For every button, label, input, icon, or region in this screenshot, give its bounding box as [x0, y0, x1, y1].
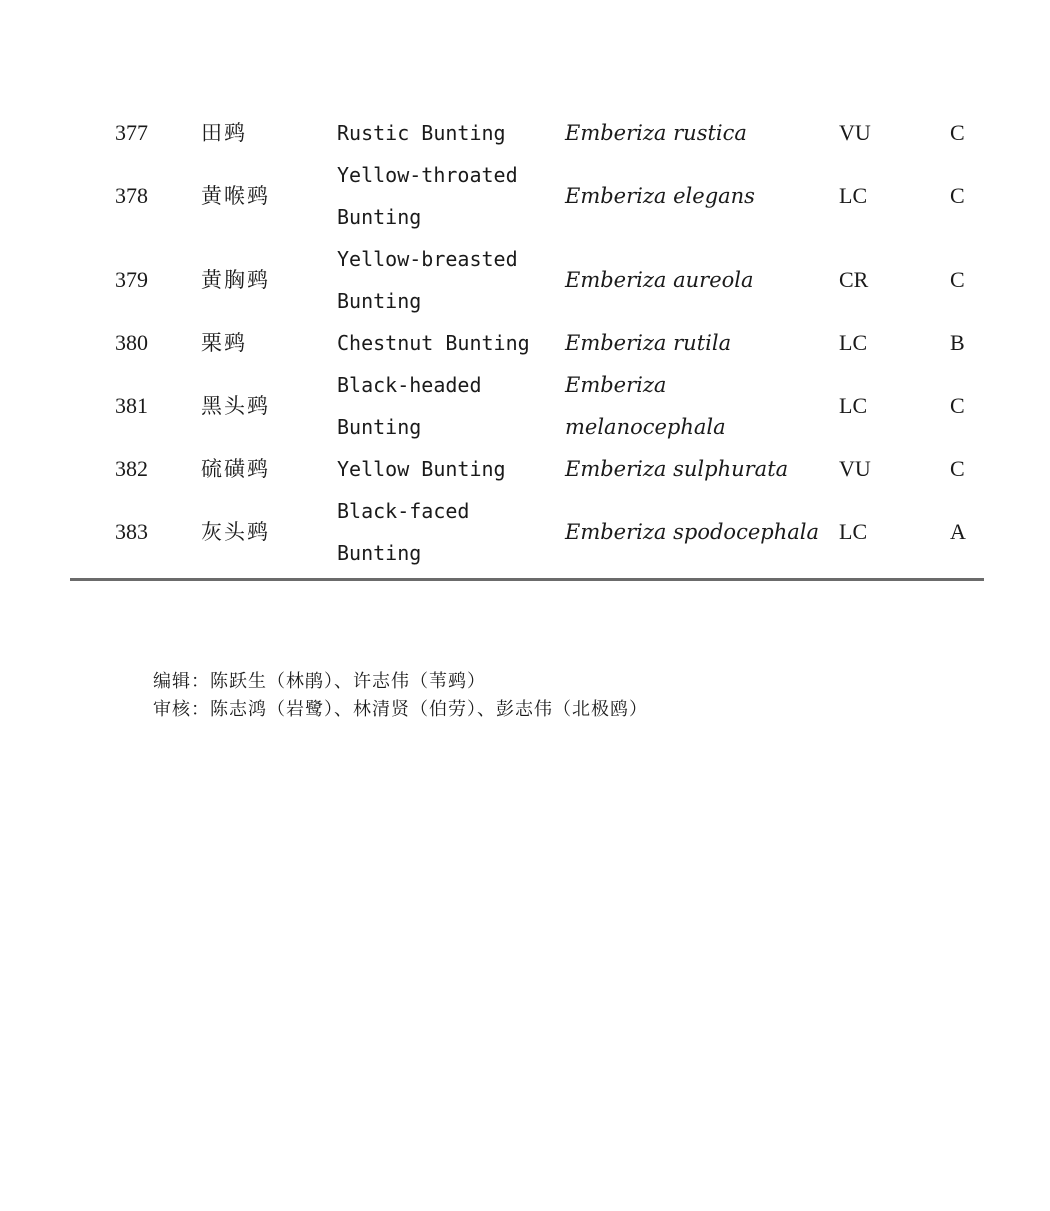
- chinese-name: 田鹀: [201, 121, 247, 145]
- scientific-name-line: Emberiza spodocephala: [565, 520, 819, 544]
- scientific-name: [565, 238, 840, 322]
- iucn-status: CR: [839, 267, 869, 292]
- species-table: [70, 112, 984, 574]
- chinese-name: 黑头鹀: [201, 394, 270, 418]
- chinese-name: 硫磺鹀: [201, 457, 270, 481]
- english-name: [337, 364, 557, 448]
- scientific-name-line: melanocephala: [565, 415, 726, 439]
- iucn-status: LC: [839, 330, 868, 355]
- record-category: C: [950, 393, 965, 418]
- reviewers-line: 审核：陈志鸿（岩鹭）、林清贤（伯劳）、彭志伟（北极鸥）: [153, 699, 648, 720]
- scientific-name-line: Emberiza: [565, 373, 667, 397]
- chinese-name: 黄胸鹀: [201, 268, 270, 292]
- scientific-name-line: Emberiza sulphurata: [565, 457, 789, 481]
- english-name-line: Black-headed: [337, 373, 482, 397]
- table-row: [70, 448, 984, 490]
- scientific-name: [565, 490, 840, 574]
- row-number: 380: [115, 330, 148, 355]
- table-row: [70, 238, 984, 322]
- scientific-name-line: Emberiza rustica: [565, 121, 747, 145]
- record-category: C: [950, 267, 965, 292]
- record-category: C: [950, 120, 965, 145]
- english-name: [337, 490, 557, 574]
- english-name: [337, 322, 557, 364]
- scientific-name: [565, 364, 840, 448]
- chinese-name: 黄喉鹀: [201, 184, 270, 208]
- iucn-status: VU: [839, 120, 871, 145]
- iucn-status: LC: [839, 393, 868, 418]
- row-number: 378: [115, 183, 148, 208]
- english-name-line: Yellow-throated: [337, 163, 518, 187]
- row-number: 381: [115, 393, 148, 418]
- iucn-status: LC: [839, 519, 868, 544]
- scientific-name-line: Emberiza elegans: [565, 184, 755, 208]
- row-number: 377: [115, 120, 148, 145]
- chinese-name: 栗鹀: [201, 331, 247, 355]
- english-name-line: Yellow Bunting: [337, 457, 506, 481]
- english-name-line: Bunting: [337, 289, 422, 313]
- english-name-line: Bunting: [337, 205, 422, 229]
- english-name-line: Bunting: [337, 541, 422, 565]
- editors-line: 编辑：陈跃生（林鹃）、许志伟（苇鹀）: [153, 671, 486, 692]
- chinese-name: 灰头鹀: [201, 520, 270, 544]
- table-row: [70, 490, 984, 574]
- english-name: [337, 238, 557, 322]
- row-number: 382: [115, 456, 148, 481]
- record-category: C: [950, 456, 965, 481]
- english-name-line: Yellow-breasted: [337, 247, 518, 271]
- scientific-name-line: Emberiza rutila: [565, 331, 732, 355]
- english-name-line: Bunting: [337, 415, 422, 439]
- table-row: [70, 112, 984, 154]
- row-number: 379: [115, 267, 148, 292]
- table-bottom-rule: [70, 578, 984, 581]
- english-name-line: Chestnut Bunting: [337, 331, 530, 355]
- scientific-name: [565, 154, 840, 238]
- english-name-line: Black-faced: [337, 499, 470, 523]
- credits-block: [153, 668, 648, 724]
- record-category: C: [950, 183, 965, 208]
- record-category: B: [950, 330, 965, 355]
- record-category: A: [950, 519, 966, 544]
- table-row: [70, 322, 984, 364]
- iucn-status: VU: [839, 456, 871, 481]
- english-name: [337, 448, 557, 490]
- row-number: 383: [115, 519, 148, 544]
- english-name-line: Rustic Bunting: [337, 121, 506, 145]
- table-row: [70, 364, 984, 448]
- english-name: [337, 112, 557, 154]
- iucn-status: LC: [839, 183, 868, 208]
- scientific-name: [565, 112, 840, 154]
- scientific-name: [565, 322, 840, 364]
- table-row: [70, 154, 984, 238]
- english-name: [337, 154, 557, 238]
- scientific-name: [565, 448, 840, 490]
- scientific-name-line: Emberiza aureola: [565, 268, 754, 292]
